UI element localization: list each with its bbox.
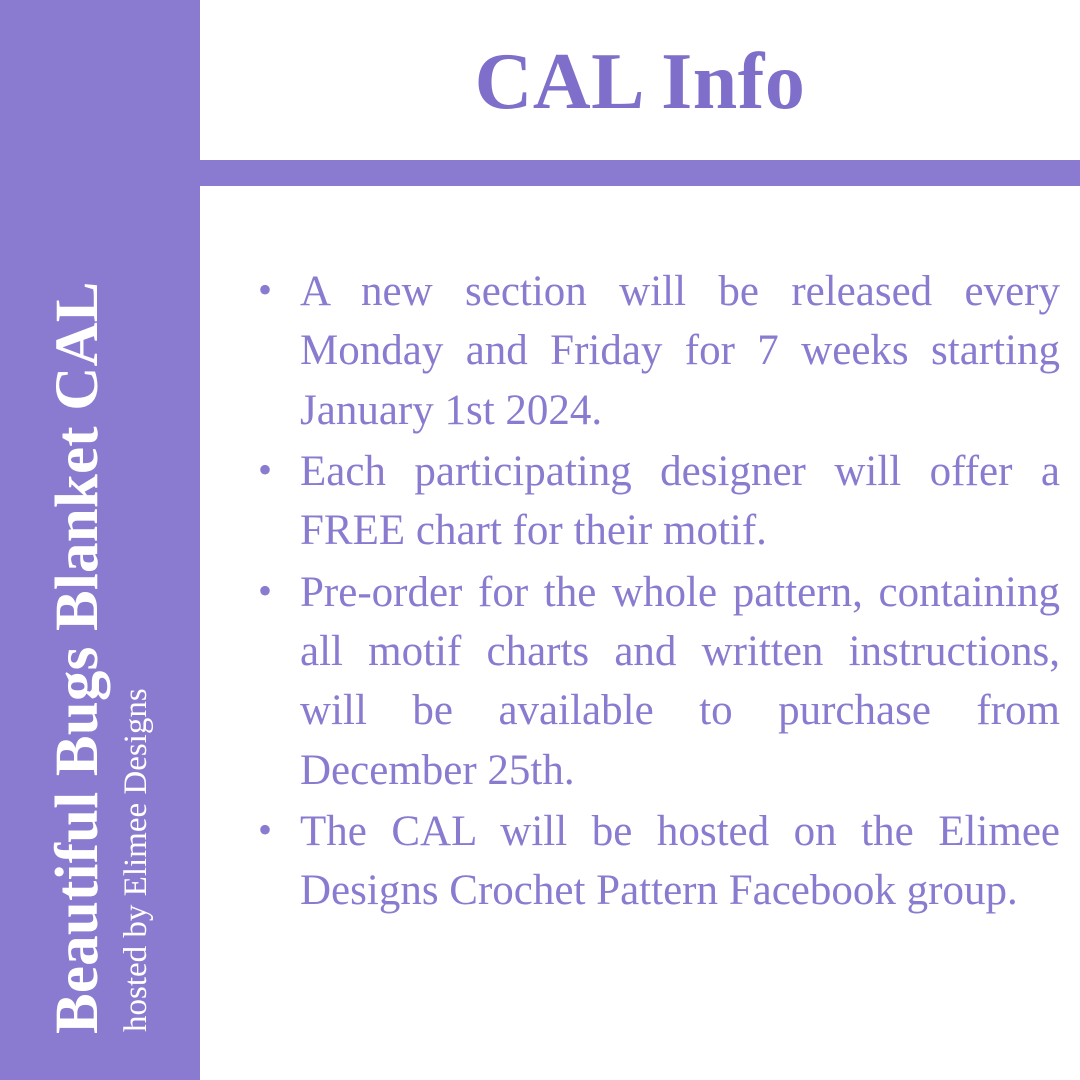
list-item (230, 563, 1060, 800)
title-divider (200, 160, 1080, 186)
sidebar-subtitle: hosted by Elimee Designs (118, 688, 154, 1032)
page-title: CAL Info (474, 38, 806, 126)
list-item-text: A new section will be released every Monday and Friday for 7 weeks starting January 1st 2024. (300, 268, 1060, 434)
sidebar-banner (0, 0, 200, 1080)
content-area (200, 0, 1080, 1080)
list-item (230, 442, 1060, 561)
list-item (230, 802, 1060, 921)
list-item (230, 262, 1060, 440)
sidebar-text-group (0, 0, 200, 1080)
sidebar-title: Beautiful Bugs Blanket CAL (44, 281, 111, 1034)
info-bullet-list (230, 262, 1060, 923)
list-item-text: The CAL will be hosted on the Elimee Designs Crochet Pattern Facebook group. (300, 807, 1060, 915)
list-item-text: Pre-order for the whole pattern, containing all motif charts and written instructions, will be available to purchase from December 25th. (300, 568, 1060, 794)
list-item-text: Each participating designer will offer a FREE chart for their motif. (300, 447, 1060, 555)
